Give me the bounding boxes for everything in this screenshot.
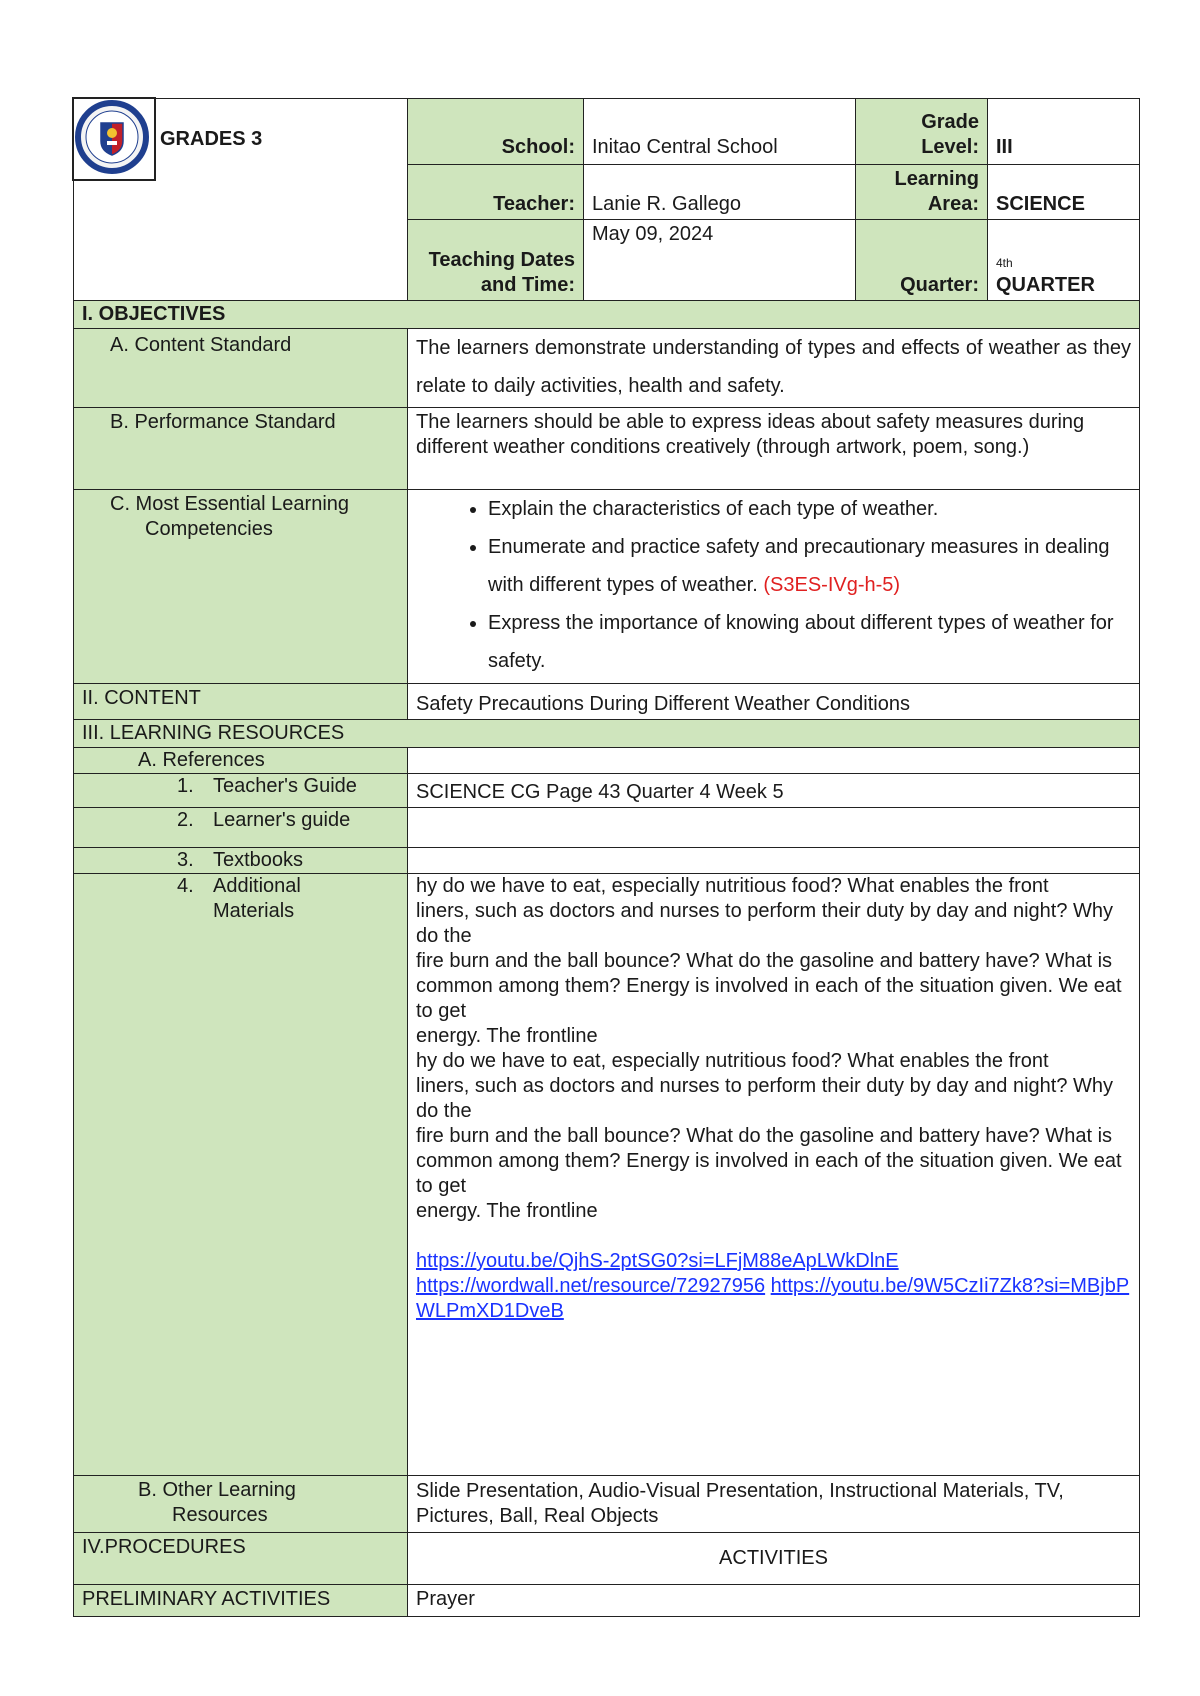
other-label-line1: B. Other Learning [138, 1479, 296, 1501]
header-row-school [74, 99, 1140, 165]
preliminary-row [74, 1585, 1140, 1617]
procedures-label: IV.PROCEDURES [74, 1533, 408, 1585]
additional-line: fire burn and the ball bounce? What do the gasoline and battery have? What is [416, 950, 1113, 972]
list-item: • Express the importance of knowing about different types of weather for safety. [488, 604, 1131, 680]
school-label: School: [408, 99, 584, 165]
other-resources-row [74, 1476, 1140, 1533]
content-text: Safety Precautions During Different Weather Conditions [408, 684, 1140, 720]
textbooks-num: 3. [177, 849, 194, 871]
additional-num: 4. [177, 875, 194, 897]
deped-logo [72, 97, 156, 181]
learners-guide-num: 2. [177, 809, 194, 831]
additional-line: energy. The frontline [416, 1200, 598, 1222]
additional-label-line1 [177, 874, 399, 899]
performance-standard-text: The learners should be able to express ideas about safety measures during different weather conditions creatively (through artwork, poem, song.) [408, 408, 1140, 490]
learners-guide-row [74, 808, 1140, 848]
melc-item-2-text: Enumerate and practice safety and precautionary measures in dealing with different types of weather. [488, 536, 1110, 596]
other-resources-label [74, 1476, 408, 1533]
quarter-value: QUARTER [996, 274, 1095, 296]
list-item: • Explain the characteristics of each type of weather. [488, 490, 1131, 528]
header-title-cell [74, 99, 408, 301]
melc-list [416, 490, 1131, 680]
additional-line: liners, such as doctors and nurses to perform their duty by day and night? Why do the [416, 1075, 1114, 1122]
content-standard-row [74, 329, 1140, 408]
additional-line: hy do we have to eat, especially nutritious food? What enables the front [416, 1050, 1049, 1072]
learners-guide-value [408, 808, 1140, 848]
additional-label [74, 874, 408, 1476]
melc-label-line1: C. Most Essential Learning [110, 493, 350, 515]
additional-line: hy do we have to eat, especially nutritious food? What enables the front [416, 875, 1049, 897]
additional-line: common among them? Energy is involved in each of the situation given. We eat to get [416, 975, 1122, 1022]
youtube-link-1[interactable]: https://youtu.be/QjhS-2ptSG0?si=LFjM88eApLWkDlnE [416, 1250, 899, 1272]
link-line-1 [416, 1249, 1131, 1274]
additional-materials-row [74, 874, 1140, 1476]
school-value: Initao Central School [584, 99, 856, 165]
content-row [74, 684, 1140, 720]
performance-standard-row [74, 408, 1140, 490]
additional-line: fire burn and the ball bounce? What do the gasoline and battery have? What is [416, 1125, 1113, 1147]
content-standard-label: A. Content Standard [74, 329, 408, 408]
references-label: A. References [74, 748, 408, 774]
performance-standard-label: B. Performance Standard [74, 408, 408, 490]
content-label: II. CONTENT [74, 684, 408, 720]
list-item [488, 528, 1131, 604]
additional-line: liners, such as doctors and nurses to perform their duty by day and night? Why do the [416, 900, 1114, 947]
quarter-sup: 4th [996, 256, 1013, 270]
objectives-heading-row [74, 301, 1140, 329]
lesson-plan-table [73, 98, 1140, 1617]
learning-area-label: Learning Area: [856, 165, 988, 220]
teacher-label: Teacher: [408, 165, 584, 220]
textbooks-value [408, 848, 1140, 874]
teachers-guide-value: SCIENCE CG Page 43 Quarter 4 Week 5 [408, 774, 1140, 808]
grade-level-value: III [988, 99, 1140, 165]
dates-label: Teaching Dates and Time: [408, 220, 584, 301]
resources-heading-row [74, 720, 1140, 748]
additional-label-line1-text: Additional [213, 875, 301, 897]
deped-seal-icon [74, 99, 150, 175]
learners-guide-label [74, 808, 408, 848]
melc-label-line2: Competencies [145, 518, 273, 540]
textbooks-label [74, 848, 408, 874]
other-label-line2: Resources [172, 1504, 268, 1526]
other-resources-text: Slide Presentation, Audio-Visual Presentation, Instructional Materials, TV, Pictures, Ball, Real Objects [408, 1476, 1140, 1533]
objectives-heading: I. OBJECTIVES [74, 301, 1140, 329]
textbooks-text-label: Textbooks [213, 849, 304, 871]
melc-label [74, 490, 408, 684]
content-standard-text: The learners demonstrate understanding of types and effects of weather as they relate to daily activities, health and safety. [408, 329, 1140, 408]
melc-list-cell [408, 490, 1140, 684]
additional-line: energy. The frontline [416, 1025, 598, 1047]
preliminary-label: PRELIMINARY ACTIVITIES [74, 1585, 408, 1617]
additional-spacer [416, 1224, 1131, 1249]
resources-heading: III. LEARNING RESOURCES [74, 720, 1140, 748]
references-row [74, 748, 1140, 774]
link-line-2 [416, 1274, 1131, 1324]
grades-title: GRADES 3 [160, 128, 263, 150]
teachers-guide-num: 1. [177, 775, 194, 797]
wordwall-link[interactable]: https://wordwall.net/resource/72927956 [416, 1275, 766, 1297]
lesson-plan-page [73, 98, 1139, 1617]
quarter-cell [988, 220, 1140, 301]
melc-row [74, 490, 1140, 684]
preliminary-value: Prayer [408, 1585, 1140, 1617]
learning-area-value: SCIENCE [988, 165, 1140, 220]
learners-guide-text-label: Learner's guide [213, 809, 351, 831]
references-value [408, 748, 1140, 774]
activities-heading: ACTIVITIES [408, 1533, 1140, 1585]
teachers-guide-text-label: Teacher's Guide [213, 775, 357, 797]
additional-materials-cell [408, 874, 1140, 1476]
quarter-label: Quarter: [856, 220, 988, 301]
youtube-link-2[interactable]: https://youtu.be/9W5CzIi7Zk8?si=MBjbPWLPmXD1DveB [416, 1275, 1130, 1322]
melc-code: (S3ES-IVg-h-5) [763, 574, 901, 596]
teachers-guide-label [74, 774, 408, 808]
teachers-guide-row [74, 774, 1140, 808]
grade-level-label: Grade Level: [856, 99, 988, 165]
additional-label-line2: Materials [213, 900, 295, 922]
additional-line: common among them? Energy is involved in each of the situation given. We eat to get [416, 1150, 1122, 1197]
procedures-row [74, 1533, 1140, 1585]
dates-value: May 09, 2024 [584, 220, 856, 301]
textbooks-row [74, 848, 1140, 874]
teacher-value: Lanie R. Gallego [584, 165, 856, 220]
